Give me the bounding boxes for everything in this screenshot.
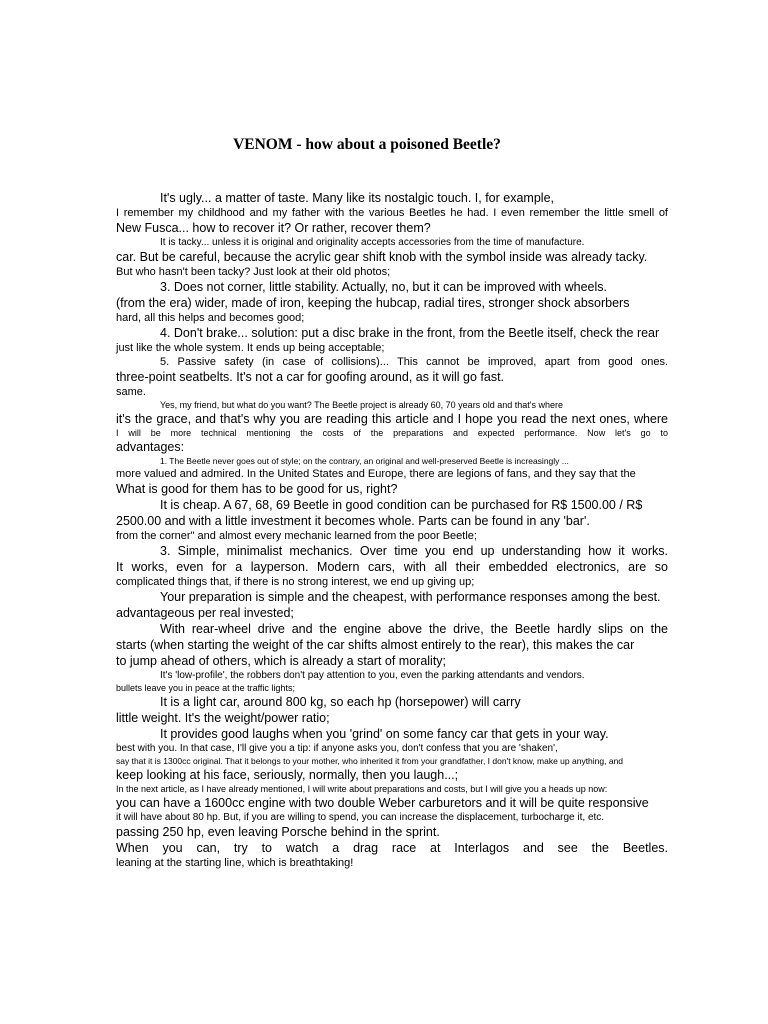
article-line: little weight. It's the weight/power ratio;: [116, 711, 330, 725]
article-line: you can have a 1600cc engine with two double Weber carburetors and it will be quite responsive: [116, 796, 649, 810]
article-line: three-point seatbelts. It's not a car for goofing around, as it will go fast.: [116, 370, 505, 384]
article-line: 2500.00 and with a little investment it becomes whole. Parts can be found in any 'bar'.: [116, 514, 590, 528]
article-line: car. But be careful, because the acrylic gear shift knob with the symbol inside was already tacky.: [116, 250, 648, 264]
article-line: hard, all this helps and becomes good;: [116, 312, 305, 324]
article-line: advantageous per real invested;: [116, 606, 294, 620]
article-line: complicated things that, if there is no strong interest, we end up giving up;: [116, 576, 475, 588]
article-line: more valued and admired. In the United States and Europe, there are legions of fans, and they say that the: [116, 468, 636, 480]
article-title: VENOM - how about a poisoned Beetle?: [233, 136, 501, 153]
article-line: It is tacky... unless it is original and originality accepts accessories from the time of manufacture.: [160, 237, 585, 248]
article-line: 5. Passive safety (in case of collisions)... This cannot be improved, apart from good ones.: [160, 356, 668, 368]
article-line: from the corner" and almost every mechanic learned from the poor Beetle;: [116, 530, 477, 542]
article-line: I remember my childhood and my father with the various Beetles he had. I even remember the little smell of: [116, 207, 668, 219]
article-line: In the next article, as I have already mentioned, I will write about preparations and costs, but I will give you a heads up now:: [116, 784, 608, 794]
article-line: say that it is 1300cc original. That it belongs to your mother, who inherited it from your grandfather, I don't know, make up anything, and: [116, 756, 624, 766]
article-body: [116, 192, 668, 872]
article-line: it's the grace, and that's why you are reading this article and I hope you read the next ones, where: [116, 412, 668, 426]
article-line: (from the era) wider, made of iron, keeping the hubcap, radial tires, stronger shock absorbers: [116, 296, 630, 310]
article-line: With rear-wheel drive and the engine above the drive, the Beetle hardly slips on the: [160, 622, 668, 636]
article-line: leaning at the starting line, which is breathtaking!: [116, 857, 354, 869]
article-line: It works, even for a layperson. Modern cars, with all their embedded electronics, are so: [116, 560, 668, 574]
article-line: It is a light car, around 800 kg, so each hp (horsepower) will carry: [160, 695, 521, 709]
article-line: keep looking at his face, seriously, normally, then you laugh...;: [116, 768, 459, 782]
article-line: Your preparation is simple and the cheapest, with performance responses among the best.: [160, 590, 661, 604]
article-line: It's 'low-profile', the robbers don't pay attention to you, even the parking attendants and vendors.: [160, 670, 585, 681]
article-line: best with you. In that case, I'll give you a tip: if anyone asks you, don't confess that you are 'shaken',: [116, 743, 558, 754]
article-line: it will have about 80 hp. But, if you are willing to spend, you can increase the displacement, turbocharge it, etc.: [116, 812, 605, 823]
article-line: But who hasn't been tacky? Just look at their old photos;: [116, 266, 391, 278]
article-line: Yes, my friend, but what do you want? The Beetle project is already 60, 70 years old and that's where: [160, 400, 563, 410]
article-line: advantages:: [116, 440, 185, 454]
article-line: passing 250 hp, even leaving Porsche behind in the sprint.: [116, 825, 440, 839]
article-line: New Fusca... how to recover it? Or rather, recover them?: [116, 221, 431, 235]
article-line: It is cheap. A 67, 68, 69 Beetle in good condition can be purchased for R$ 1500.00 / R$: [160, 498, 643, 512]
article-line: 3. Does not corner, little stability. Actually, no, but it can be improved with wheels.: [160, 280, 607, 294]
article-line: 3. Simple, minimalist mechanics. Over time you end up understanding how it works.: [160, 544, 668, 558]
article-line: What is good for them has to be good for us, right?: [116, 482, 398, 496]
article-line: When you can, try to watch a drag race at Interlagos and see the Beetles.: [116, 841, 668, 855]
article-line: same.: [116, 386, 146, 398]
article-line: It's ugly... a matter of taste. Many like its nostalgic touch. I, for example,: [160, 191, 554, 205]
article-line: I will be more technical mentioning the costs of the preparations and expected performance. Now let's go to: [116, 428, 668, 438]
article-line: 4. Don't brake... solution: put a disc brake in the front, from the Beetle itself, check the rear: [160, 326, 660, 340]
article-line: just like the whole system. It ends up being acceptable;: [116, 342, 385, 354]
article-line: 1. The Beetle never goes out of style; on the contrary, an original and well-preserved Beetle is increasingly ...: [160, 456, 569, 466]
article-line: It provides good laughs when you 'grind' on some fancy car that gets in your way.: [160, 727, 609, 741]
article-line: to jump ahead of others, which is already a start of morality;: [116, 654, 447, 668]
article-line: bullets leave you in peace at the traffic lights;: [116, 683, 295, 693]
article-line: starts (when starting the weight of the car shifts almost entirely to the rear), this makes the car: [116, 638, 635, 652]
